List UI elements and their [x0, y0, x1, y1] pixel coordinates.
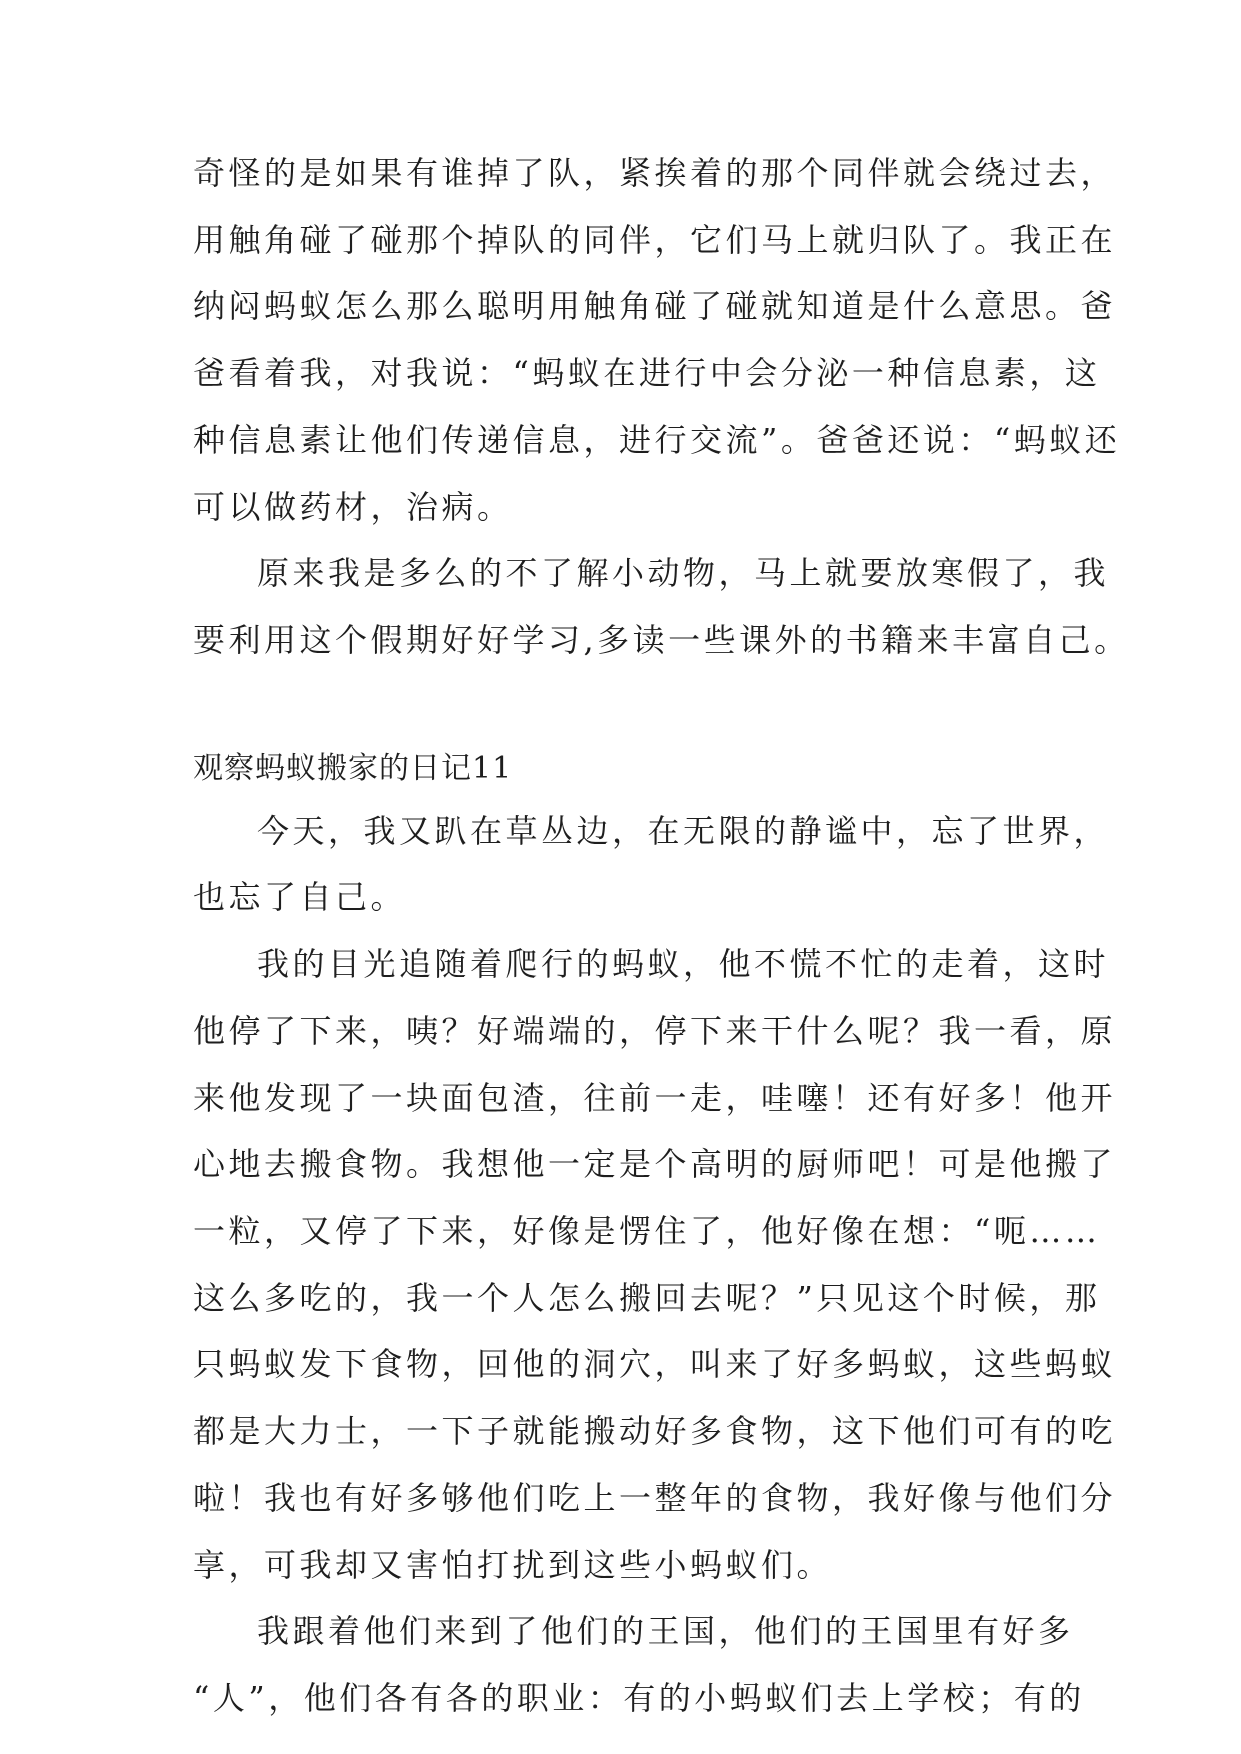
body-text-line: 一粒，又停了下来，好像是愣住了，他好像在想：“呃…… [193, 1212, 1101, 1250]
body-text-line: 享，可我却又害怕打扰到这些小蚂蚁们。 [193, 1546, 833, 1584]
body-text-line: 都是大力士，一下子就能搬动好多食物，这下他们可有的吃 [193, 1412, 1117, 1450]
body-text-line: 只蚂蚁发下食物，回他的洞穴，叫来了好多蚂蚁，这些蚂蚁 [193, 1345, 1117, 1383]
body-text-line: 纳闷蚂蚁怎么那么聪明用触角碰了碰就知道是什么意思。爸 [193, 287, 1117, 325]
body-text-line: 也忘了自己。 [193, 878, 407, 916]
body-text-line: 这么多吃的，我一个人怎么搬回去呢？”只见这个时候，那 [193, 1279, 1101, 1317]
body-text-line: 来他发现了一块面包渣，往前一走，哇噻！还有好多！他开 [193, 1079, 1117, 1117]
body-text-line: 他停了下来，咦？好端端的，停下来干什么呢？我一看，原 [193, 1012, 1117, 1050]
body-text-line: 种信息素让他们传递信息，进行交流”。爸爸还说：“蚂蚁还 [193, 421, 1121, 459]
body-text-line: 我的目光追随着爬行的蚂蚁，他不慌不忙的走着，这时 [257, 945, 1110, 983]
section-heading: 观察蚂蚁搬家的日记11 [193, 751, 513, 786]
body-text-line: 今天，我又趴在草丛边，在无限的静谧中，忘了世界， [257, 812, 1110, 850]
body-text-line: 爸看着我，对我说：“蚂蚁在进行中会分泌一种信息素，这 [193, 354, 1101, 392]
body-text-line: 奇怪的是如果有谁掉了队，紧挨着的那个同伴就会绕过去， [193, 154, 1117, 192]
body-text-line: 啦！我也有好多够他们吃上一整年的食物，我好像与他们分 [193, 1479, 1117, 1517]
body-text-line: 要利用这个假期好好学习,多读一些课外的书籍来丰富自己。 [193, 621, 1130, 659]
body-text-line: 心地去搬食物。我想他一定是个高明的厨师吧！可是他搬了 [193, 1145, 1117, 1183]
body-text-line: 用触角碰了碰那个掉队的同伴，它们马上就归队了。我正在 [193, 221, 1117, 259]
body-text-line: “人”，他们各有各的职业：有的小蚂蚁们去上学校；有的 [193, 1679, 1085, 1717]
body-text-line: 我跟着他们来到了他们的王国，他们的王国里有好多 [257, 1612, 1074, 1650]
body-text-line: 原来我是多么的不了解小动物，马上就要放寒假了，我 [257, 554, 1110, 592]
body-text-line: 可以做药材，治病。 [193, 488, 513, 526]
